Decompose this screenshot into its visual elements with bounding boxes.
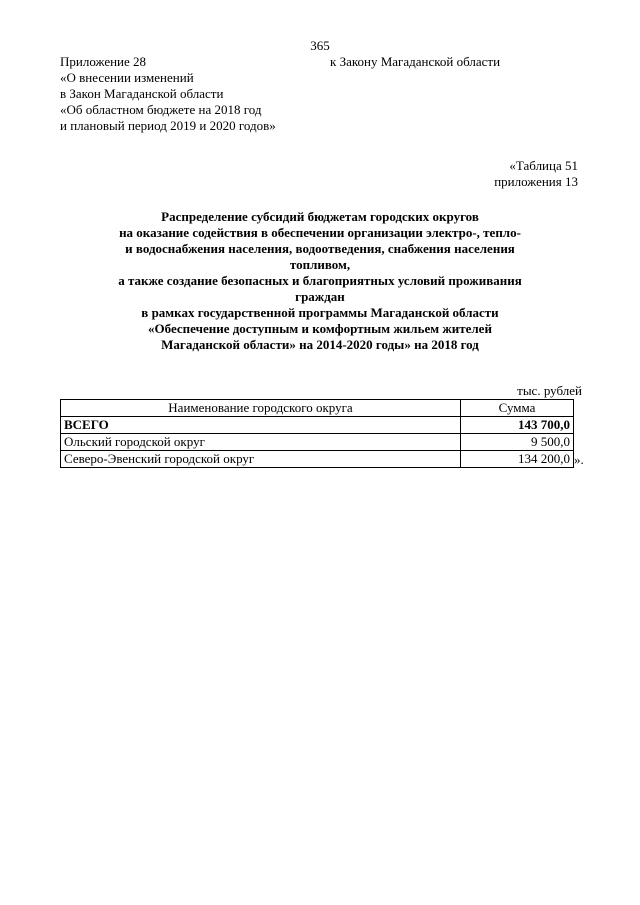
annex-line: Приложение 28 (60, 54, 147, 69)
header-amount: Сумма (461, 400, 574, 417)
table-total-row (61, 417, 574, 434)
title-line: а также создание безопасных и благоприятных условий проживания (118, 273, 522, 288)
title-line: топливом, (289, 257, 351, 272)
title-line: на оказание содействия в обеспечении организации электро-, тепло- (119, 225, 521, 240)
page-number: 365 (310, 38, 330, 53)
table-reference-line: «Таблица 51 (509, 158, 578, 173)
table-reference-line: приложения 13 (494, 174, 578, 189)
annex-line: «О внесении изменений (60, 70, 194, 85)
title-line: в рамках государственной программы Магаданской области (141, 305, 499, 320)
table-row (61, 434, 574, 451)
title-line: граждан (295, 289, 345, 304)
title-line: и водоснабжения населения, водоотведения, снабжения населения (125, 241, 515, 256)
annex-law-reference: к Закону Магаданской области (330, 54, 501, 69)
table-reference (494, 158, 578, 190)
district-name: Северо-Эвенский городской округ (61, 451, 461, 468)
annex-line: «Об областном бюджете на 2018 год (60, 102, 262, 117)
units-label: тыс. рублей (517, 383, 582, 398)
document-title (60, 209, 580, 353)
annex-line: и плановый период 2019 и 2020 годов» (60, 118, 276, 133)
closing-quote: ». (574, 452, 584, 467)
annex-line: в Закон Магаданской области (60, 86, 224, 101)
table-row (61, 451, 574, 468)
title-line: Магаданской области» на 2014-2020 годы» на 2018 год (161, 337, 479, 352)
title-line: «Обеспечение доступным и комфортным жильем жителей (148, 321, 492, 336)
header-district: Наименование городского округа (61, 400, 461, 417)
district-amount: 9 500,0 (461, 434, 574, 451)
table-header-row (61, 400, 574, 417)
district-amount: 134 200,0 (461, 451, 574, 468)
total-amount: 143 700,0 (461, 417, 574, 434)
annex-header (60, 54, 276, 134)
district-name: Ольский городской округ (61, 434, 461, 451)
total-label: ВСЕГО (61, 417, 461, 434)
subsidy-table (60, 399, 574, 468)
title-line: Распределение субсидий бюджетам городских округов (161, 209, 479, 224)
